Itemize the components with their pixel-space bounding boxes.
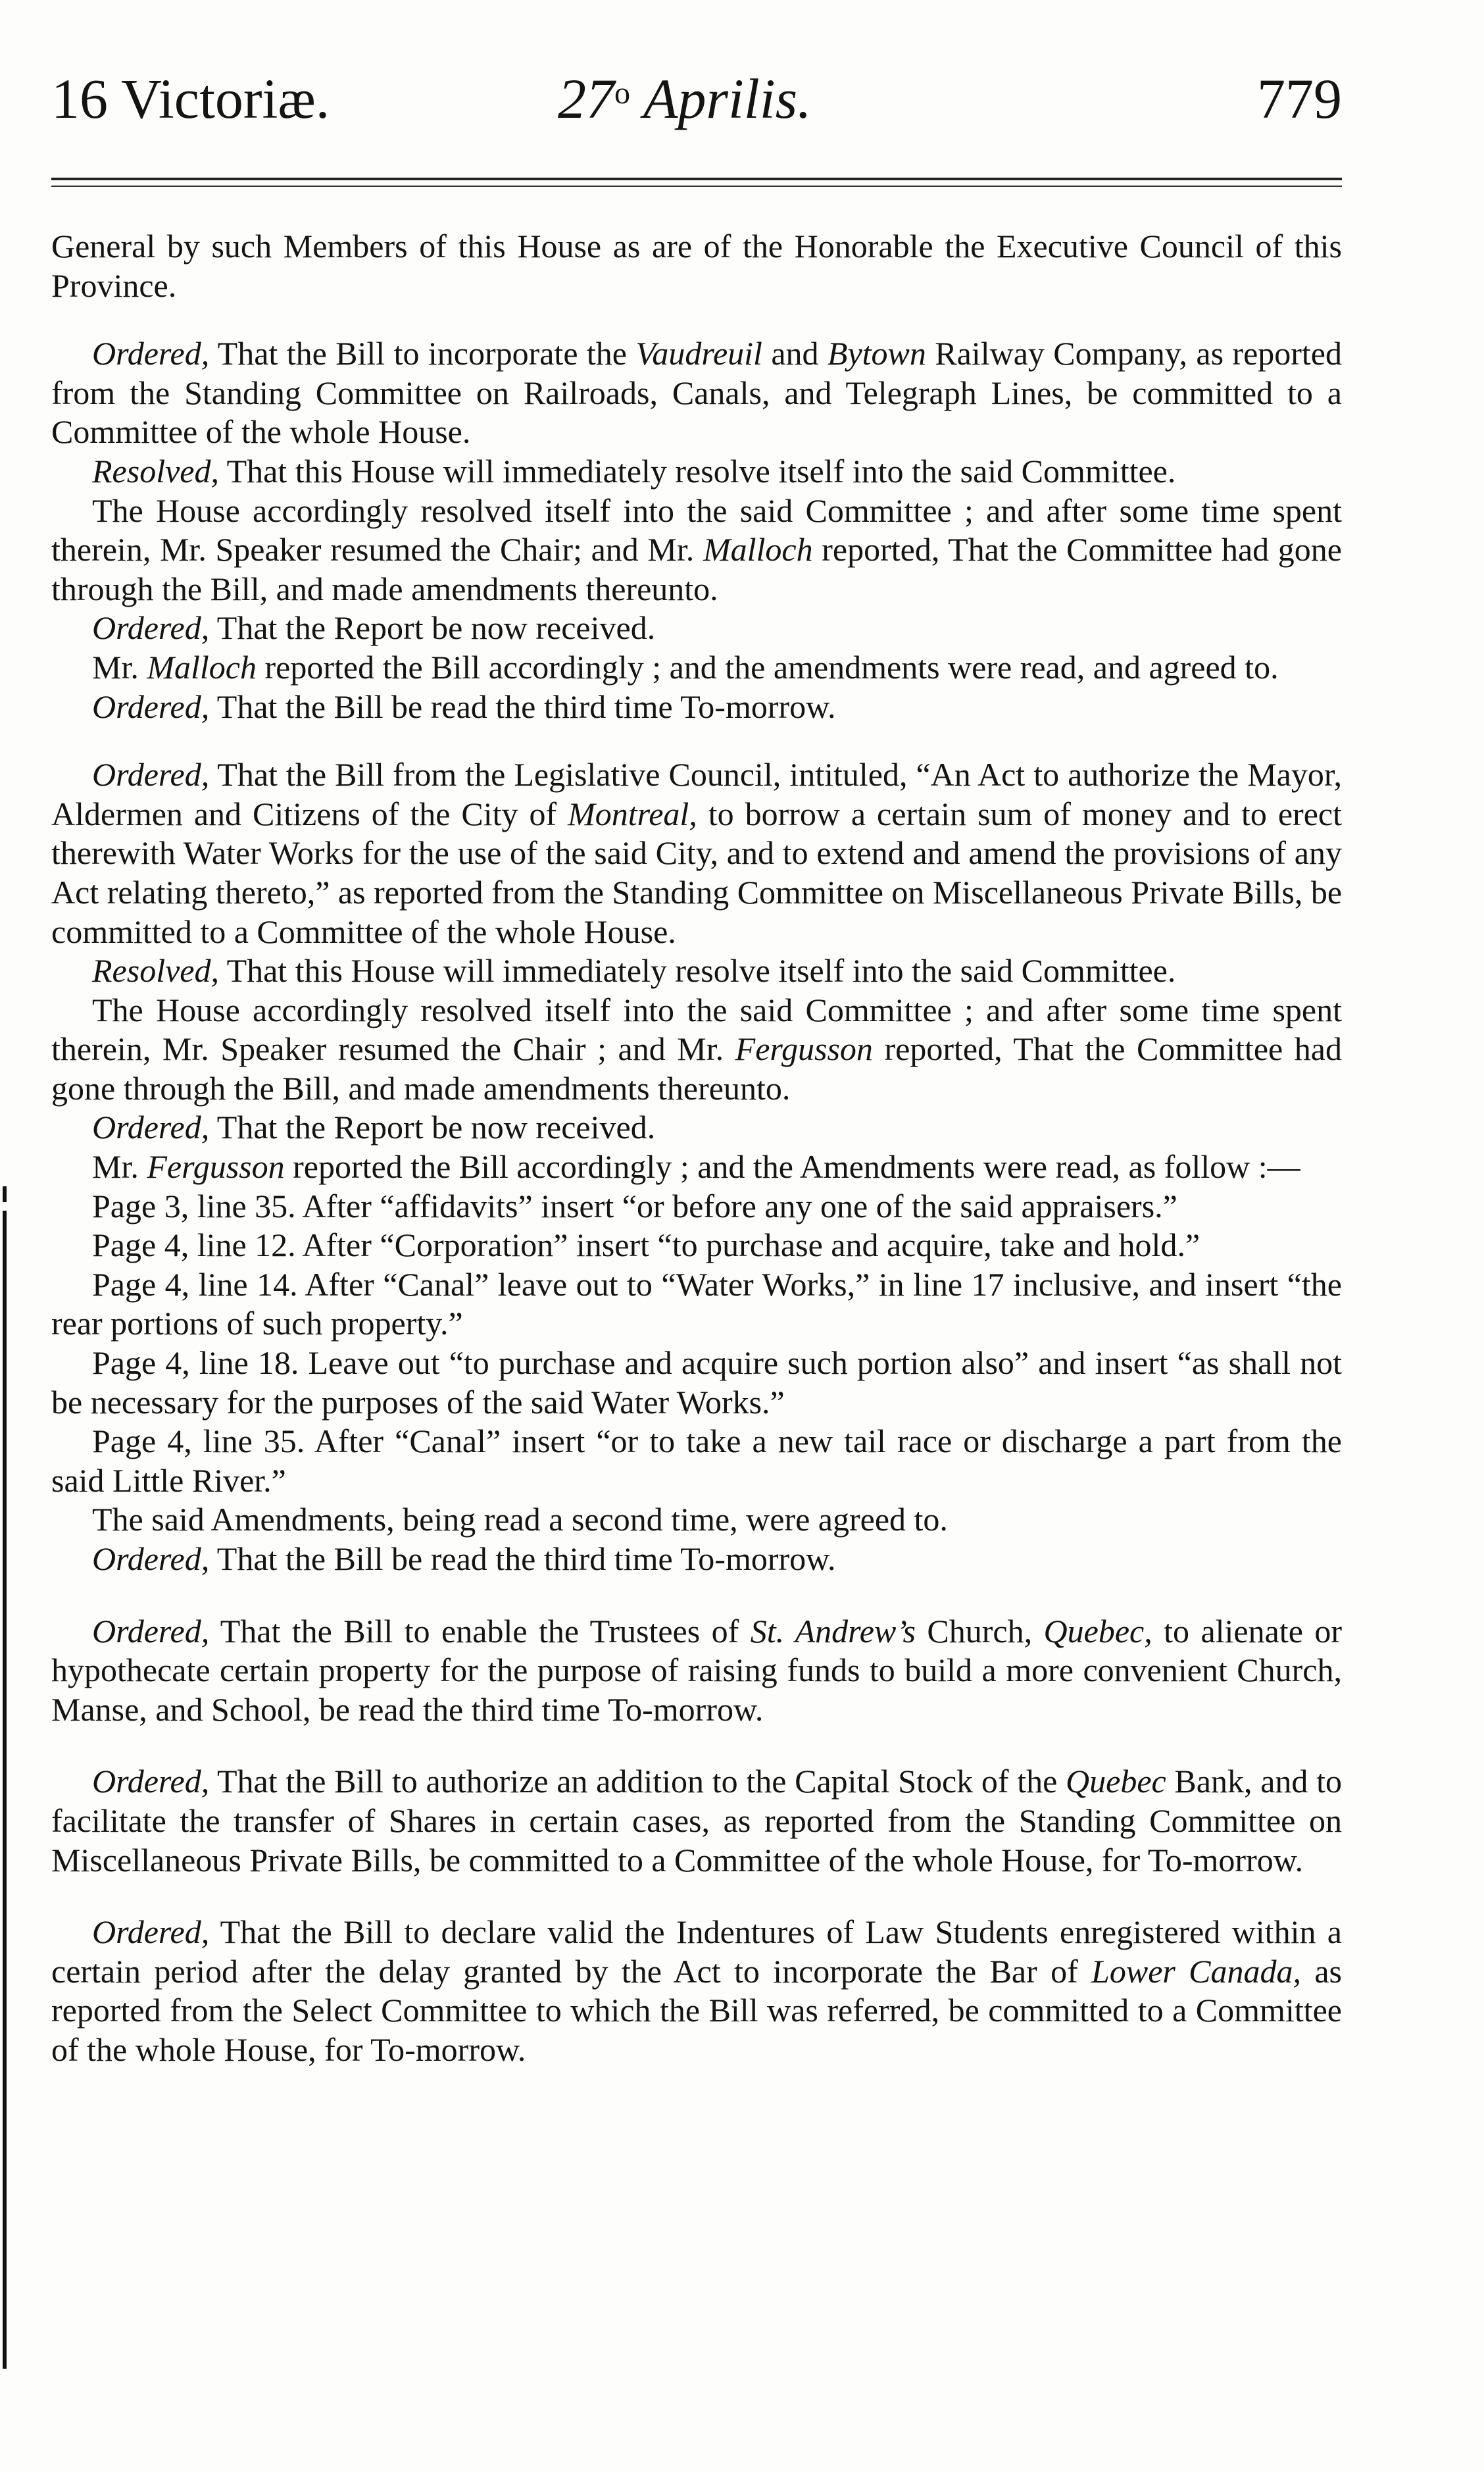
entry-law-students — [51, 1913, 1342, 2069]
text-run: That the Report be now received. — [209, 609, 656, 647]
margin-mark-small — [3, 1186, 7, 1202]
text-run: Mr. — [92, 1148, 147, 1186]
running-header — [51, 63, 1342, 135]
text-run: Mr. — [92, 648, 147, 686]
order-paragraph — [51, 755, 1342, 951]
header-day: 27 — [558, 67, 614, 130]
text-run: That this House will immediately resolve itself into the said Committee. — [218, 452, 1176, 490]
place-name: Bytown — [827, 335, 926, 372]
text-run: That the Bill to authorize an addition to the Capital Stock of the — [209, 1763, 1066, 1800]
ordered-word: Ordered, — [92, 609, 210, 647]
agreed-paragraph: The said Amendments, being read a second time, were agreed to. — [92, 1501, 948, 1538]
order-paragraph — [51, 1108, 1342, 1148]
order-paragraph — [51, 609, 1342, 648]
order-paragraph — [51, 1762, 1342, 1880]
ordered-word: Ordered, — [92, 1913, 210, 1951]
header-day-suffix: o — [614, 76, 630, 111]
text-run: reported the Bill accordingly ; and the Amendments were read, as follow :— — [284, 1148, 1300, 1186]
order-paragraph — [51, 334, 1342, 452]
order-paragraph — [51, 1612, 1342, 1730]
text-run: Church, — [915, 1612, 1044, 1650]
ordered-word: Ordered, — [92, 756, 210, 794]
entry-vaudreuil-bytown — [51, 334, 1342, 726]
header-date — [558, 63, 812, 135]
place-name: Montreal, — [568, 795, 697, 832]
amendment-item: Page 3, line 35. After “affidavits” insert “or before any one of the said appraisers.” — [92, 1187, 1177, 1224]
text-run: reported, That the Committee had gone through the Bill, and made amendments thereunto. — [51, 1030, 1342, 1107]
ordered-word: Ordered, — [92, 1612, 210, 1650]
text-run: The House accordingly resolved itself into the said Committee ; and after some time spent therein, Mr. Speaker resumed the Chair; and Mr. — [51, 492, 1342, 568]
text-run: That the Bill be read the third time To-morrow. — [209, 1540, 836, 1577]
text-run: Railway Company, as reported from the Standing Committee on Railroads, Canals, and Telegraph Lines, be committed to a Committee of the whole House. — [51, 335, 1342, 451]
margin-mark-bar — [3, 1211, 7, 2369]
place-name: Lower Canada, — [1091, 1952, 1302, 1990]
ordered-word: Ordered, — [92, 335, 210, 372]
header-rule-thin — [51, 186, 1342, 187]
committee-paragraph — [51, 492, 1342, 609]
member-name: Fergusson — [147, 1148, 285, 1186]
entry-quebec-bank — [51, 1762, 1342, 1880]
ordered-word: Ordered, — [92, 688, 210, 725]
header-session: 16 Victoriæ. — [51, 67, 330, 130]
ordered-word: Ordered, — [92, 1109, 210, 1146]
text-run: That the Bill to enable the Trustees of — [209, 1612, 751, 1650]
place-name: Vaudreuil — [635, 335, 762, 372]
header-month: Aprilis. — [643, 67, 812, 130]
resolved-word: Resolved, — [92, 452, 219, 490]
header-rule-thick — [51, 178, 1342, 180]
text-run: The House accordingly resolved itself into the said Committee ; and after some time spent therein, Mr. Speaker resumed the Chair ; and Mr. — [51, 991, 1342, 1068]
order-paragraph — [51, 688, 1342, 727]
amendment-item: Page 4, line 18. Leave out “to purchase and acquire such portion also” and insert “as shall not be necessary for the purposes of the said Water Works.” — [51, 1344, 1342, 1421]
report-paragraph — [51, 1148, 1342, 1187]
text-run: That this House will immediately resolve itself into the said Committee. — [218, 952, 1176, 990]
place-name: Quebec, — [1043, 1612, 1152, 1650]
resolved-word: Resolved, — [92, 952, 219, 990]
text-run: That the Report be now received. — [209, 1109, 656, 1146]
text-run: to alienate or hypothecate certain property for the purpose of raising funds to build a more convenient Church, Manse, and School, be read the third time To-morrow. — [51, 1612, 1342, 1728]
report-paragraph — [51, 648, 1342, 688]
place-name: Quebec — [1066, 1763, 1166, 1800]
text-run: That the Bill from the Legislative Council, intituled, “An Act to authorize the Mayor, Aldermen and Citizens of the City of — [51, 756, 1342, 832]
resolved-paragraph — [51, 452, 1342, 492]
resolved-paragraph — [51, 951, 1342, 991]
member-name: Fergusson — [735, 1030, 873, 1068]
member-name: Malloch — [703, 531, 813, 568]
amendment-item: Page 4, line 14. After “Canal” leave out to “Water Works,” in line 17 inclusive, and insert “the rear portions of such property.” — [51, 1265, 1342, 1342]
text-run: reported the Bill accordingly ; and the amendments were read, and agreed to. — [257, 648, 1279, 686]
page-body — [51, 227, 1342, 2070]
order-paragraph — [51, 1540, 1342, 1579]
text-run: That the Bill be read the third time To-morrow. — [209, 688, 836, 725]
order-paragraph — [51, 1913, 1342, 2069]
amendment-item: Page 4, line 35. After “Canal” insert “or to take a new tail race or discharge a part from the said Little River.” — [51, 1423, 1342, 1499]
text-run: That the Bill to incorporate the — [209, 335, 636, 372]
text-run: Bank, and to facilitate the transfer of Shares in certain cases, as reported from the Standing Committee on Miscellaneous Private Bills, be committed to a Committee of the whole House, for To-morrow. — [51, 1763, 1342, 1879]
text-run: and — [762, 335, 828, 372]
member-name: Malloch — [147, 648, 257, 686]
text-run: reported, That the Committee had gone through the Bill, and made amendments thereunto. — [51, 531, 1342, 607]
page-number: 779 — [1257, 67, 1342, 130]
text-run: as reported from the Select Committee to which the Bill was referred, be committed to a Committee of the whole House, for To-morrow. — [51, 1952, 1342, 2068]
amendment-item: Page 4, line 12. After “Corporation” insert “to purchase and acquire, take and hold.” — [92, 1226, 1200, 1264]
text-run: That the Bill to declare valid the Indentures of Law Students enregistered within a certain period after the delay granted by the Act to incorporate the Bar of — [51, 1913, 1342, 1990]
committee-paragraph — [51, 991, 1342, 1109]
text-run: to borrow a certain sum of money and to erect therewith Water Works for the use of the said City, and to extend and amend the provisions of any Act relating thereto,” as reported from the Standing Committee on Miscellaneous Private Bills, be committed to a Committee of the whole House. — [51, 795, 1343, 950]
entry-st-andrews-church — [51, 1612, 1342, 1730]
ordered-word: Ordered, — [92, 1763, 210, 1800]
continuation-paragraph: General by such Members of this House as are of the Honorable the Executive Council of this Province. — [51, 228, 1342, 304]
ordered-word: Ordered, — [92, 1540, 210, 1577]
church-name: St. Andrew’s — [750, 1612, 916, 1650]
entry-montreal-water-works — [51, 755, 1342, 1578]
